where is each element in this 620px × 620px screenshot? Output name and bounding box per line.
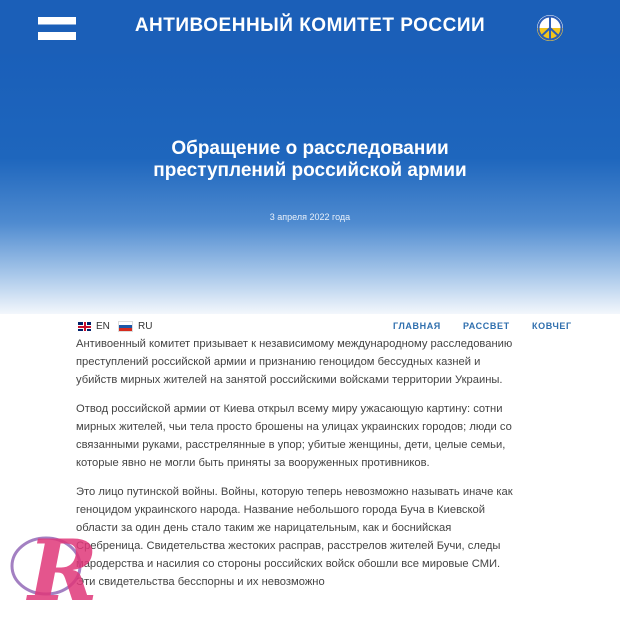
peace-symbol-icon[interactable] [536, 14, 564, 42]
lang-switch-ru[interactable] [118, 321, 152, 332]
nav-link-home[interactable]: ГЛАВНАЯ [393, 321, 441, 331]
site-title[interactable]: АНТИВОЕННЫЙ КОМИТЕТ РОССИИ [134, 15, 486, 36]
article-paragraph: Отвод российской армии от Киева открыл всему миру ужасающую картину: сотни мирных жителей, чьи тела просто брошены на улицах украинских городов; люди со связанными руками, расстрелянные в упор; убитые женщины, дети, целые семьи, которые явно не могли быть приняты за вооруженных противников. [76, 403, 512, 469]
lang-ru-label: RU [138, 321, 153, 332]
article-title: Обращение о расследовании преступлений российской армии [153, 138, 467, 181]
uk-flag-icon [78, 322, 91, 331]
hero-banner [0, 54, 620, 314]
article-paragraph: Это лицо путинской войны. Войны, которую теперь невозможно называть иначе как геноцидом украинского народа. Название небольшого города Буча в Киевской области за один день стало таким же нарицательным, как и боснийская Сребреница. Свидетельства жестоких расправ, расстрелов жителей Бучи, следы мародерства и насилия со стороны российских войск обошли все мировые СМИ. Эти свидетельства бесспорны и их невозможно [76, 486, 513, 588]
article-paragraph: Антивоенный комитет призывает к независимому международному расследованию преступлений российской армии и признанию геноцидом бессудных казней и убийств мирных жителей на занятой российскими войсками территории Украины. [76, 338, 513, 386]
nav-link-kovcheg[interactable]: КОВЧЕГ [532, 321, 572, 331]
site-header [0, 0, 620, 54]
r-logo-watermark-icon [6, 514, 98, 620]
lang-en-label: EN [96, 321, 110, 332]
article-date: 3 апреля 2022 года [269, 212, 351, 222]
lang-switch-en[interactable] [78, 321, 110, 332]
nav-link-rassvet[interactable]: РАССВЕТ [463, 321, 510, 331]
svg-text:R: R [28, 521, 98, 620]
article-body [76, 335, 516, 602]
russia-flag-icon [118, 321, 133, 332]
